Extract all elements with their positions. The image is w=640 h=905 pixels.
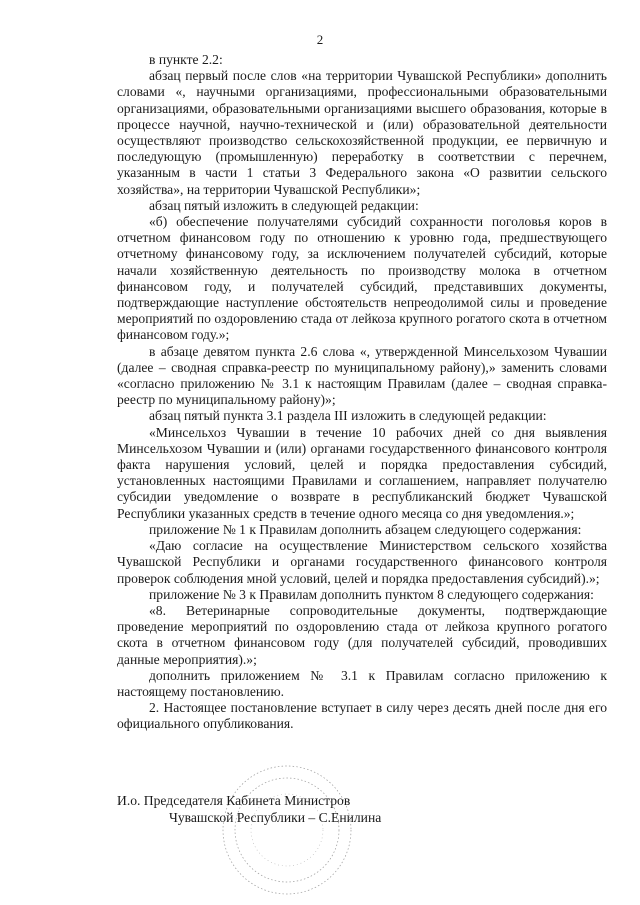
paragraph: абзац первый после слов «на территории Чувашской Республики» дополнить словами «, научными организациями, профессиональными образовательными организациями, образовательными организациями высшего образования, которые в процессе научной, научно-технической и (или) образовательной деятельности осуществляют производство сельскохозяйственной продукции, ее первичную и последующую (промышленную) переработку в соответствии с перечнем, указанным в части 1 статьи 3 Федерального закона «О развитии сельского хозяйства», на территории Чувашской Республики»; <box>117 68 607 197</box>
page-number: 2 <box>316 32 324 47</box>
signatory-name: Чувашской Республики – С.Енилина <box>169 810 382 825</box>
paragraph: абзац пятый изложить в следующей редакции: <box>149 197 419 213</box>
paragraph: в пункте 2.2: <box>149 52 223 67</box>
paragraph: абзац пятый пункта 3.1 раздела III изложить в следующей редакции: <box>149 408 547 424</box>
signature-block <box>117 792 607 826</box>
paragraph: в абзаце девятом пункта 2.6 слова «, утвержденной Минсельхозом Чувашии (далее – сводная справка-реестр по муниципальному району),» заменить словами «согласно приложению № 3.1 к настоящим Правилам (далее – сводная справка-реестр по муниципальному району)»; <box>117 343 607 408</box>
paragraph: «б) обеспечение получателями субсидий сохранности поголовья коров в отчетном финансовом году по отношению к уровню года, предшествующего отчетному финансовому году, за исключением получателей субсидий, которые начали хозяйственную деятельность по производству молока в отчетном финансовом году, и получателей субсидий, представивших документы, подтверждающие наступление обстоятельств непреодолимой силы и проведение мероприятий по оздоровлению стада от лейкоза крупного рогатого скота в отчетном финансовом году.»; <box>117 214 607 343</box>
paragraph: дополнить приложением № 3.1 к Правилам согласно приложению к настоящему постановлению. <box>117 667 607 699</box>
official-stamp-mark <box>212 760 362 900</box>
paragraph: приложение № 3 к Правилам дополнить пунктом 8 следующего содержания: <box>149 586 594 602</box>
paragraph: «Минсельхоз Чувашии в течение 10 рабочих дней со дня выявления Минсельхозом Чувашии и (или) органами государственного финансового контроля факта нарушения условий, целей и порядка предоставления субсидий, установленных настоящими Правилами и соглашением, направляет получателю субсидии уведомление о возврате в республиканский бюджет Чувашской Республики указанных средств в течение одного месяца со дня уведомления.»; <box>117 424 607 521</box>
paragraph: приложение № 1 к Правилам дополнить абзацем следующего содержания: <box>149 521 582 537</box>
paragraph: «8. Ветеринарные сопроводительные документы, подтверждающие проведение мероприятий по оздоровлению стада от лейкоза крупного рогатого скота в отчетном финансовом году (для получателей субсидий, проводивших данные мероприятия).»; <box>117 602 607 667</box>
paragraph: «Даю согласие на осуществление Министерством сельского хозяйства Чувашской Республики и органами государственного финансового контроля проверок соблюдения мной условий, целей и порядка предоставления субсидий).»; <box>117 538 607 586</box>
signatory-position: И.о. Председателя Кабинета Министров <box>117 793 351 808</box>
document-body <box>117 52 607 733</box>
paragraph: 2. Настоящее постановление вступает в силу через десять дней после дня его официального опубликования. <box>117 700 607 732</box>
